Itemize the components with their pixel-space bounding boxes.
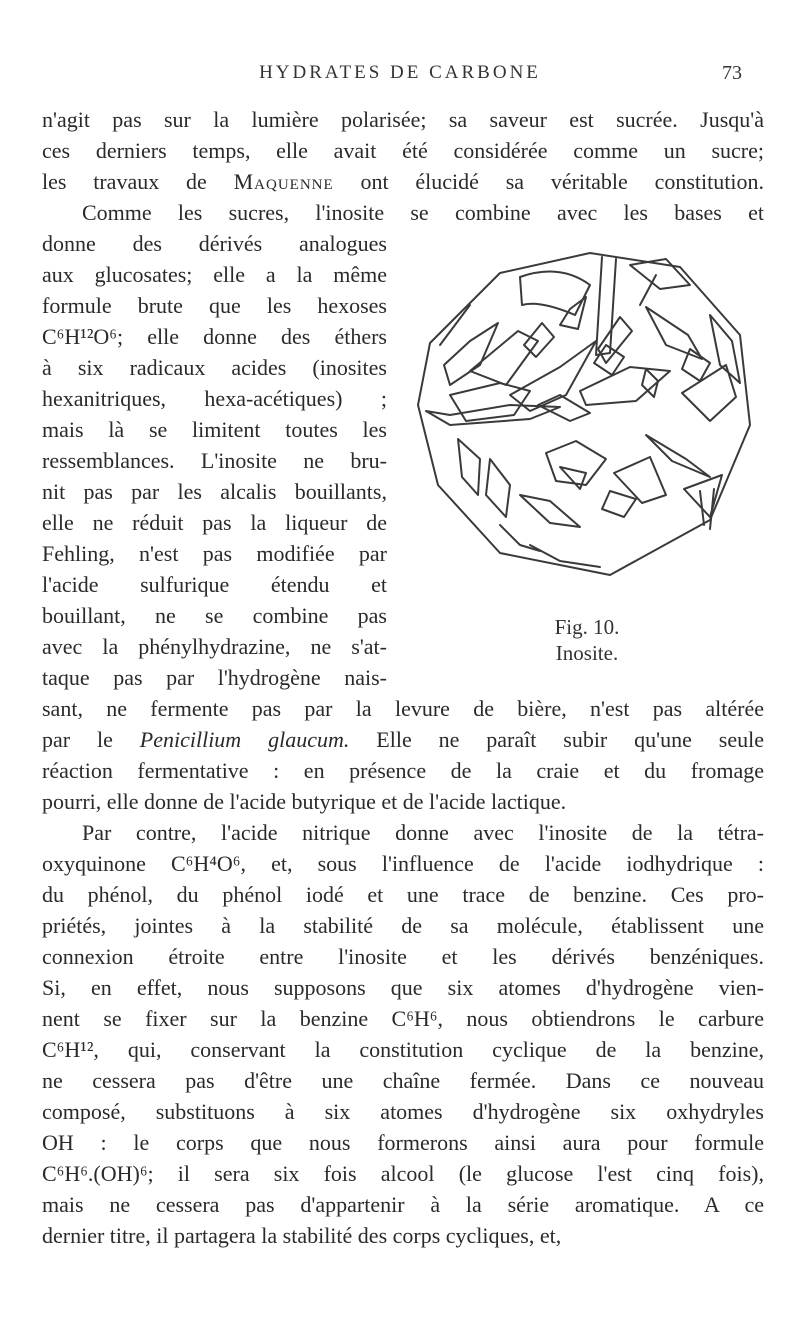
text-line: formule brute que les hexoses <box>42 293 387 318</box>
author-name: Maquenne <box>233 169 334 194</box>
figure-caption: Inosite. <box>555 641 619 665</box>
text-line: C⁶H⁶.(OH)⁶; il sera six fois alcool (le glucose l'est cinq fois), <box>42 1161 764 1186</box>
text-run: ont élucidé sa véritable constitution. <box>333 169 764 194</box>
page-header <box>0 56 800 96</box>
inosite-crystal-illustration <box>410 245 764 605</box>
text-line: à six radicaux acides (inosites <box>42 355 387 380</box>
text-line: ces derniers temps, elle avait été considérée comme un sucre; <box>42 138 764 163</box>
page-number: 73 <box>722 62 742 84</box>
text-line: Comme les sucres, l'inosite se combine avec les bases et <box>82 200 764 225</box>
text-line: Fehling, n'est pas modifiée par <box>42 541 387 566</box>
text-line: n'agit pas sur la lumière polarisée; sa saveur est sucrée. Jusqu'à <box>42 107 764 132</box>
text-line: C⁶H¹², qui, conservant la constitution cyclique de la benzine, <box>42 1037 764 1062</box>
text-line: mais là se limitent toutes les <box>42 417 387 442</box>
text-line: ne cessera pas d'être une chaîne fermée. Dans ce nouveau <box>42 1068 764 1093</box>
text-line: avec la phénylhydrazine, ne s'at- <box>42 634 387 659</box>
text-line: dernier titre, il partagera la stabilité des corps cycliques, et, <box>42 1223 562 1248</box>
text-line: nent se fixer sur la benzine C⁶H⁶, nous obtiendrons le carbure <box>42 1006 764 1031</box>
text-line: Si, en effet, nous supposons que six atomes d'hydrogène vien- <box>42 975 764 1000</box>
text-line: du phénol, du phénol iodé et une trace de benzine. Ces pro- <box>42 882 764 907</box>
figure-inosite <box>410 245 764 665</box>
text-line: nit pas par les alcalis bouillants, <box>42 479 387 504</box>
text-line: aux glucosates; elle a la même <box>42 262 387 287</box>
text-line: composé, substituons à six atomes d'hydrogène six oxhydryles <box>42 1099 764 1124</box>
text-line: réaction fermentative : en présence de la craie et du fromage <box>42 758 764 783</box>
text-line: connexion étroite entre l'inosite et les dérivés benzéniques. <box>42 944 764 969</box>
text-line: priétés, jointes à la stabilité de sa molécule, établissent une <box>42 913 764 938</box>
text-line: bouillant, ne se combine pas <box>42 603 387 628</box>
text-line: OH : le corps que nous formerons ainsi aura pour formule <box>42 1130 764 1155</box>
text-line: l'acide sulfurique étendu et <box>42 572 387 597</box>
text-line: mais ne cessera pas d'appartenir à la série aromatique. A ce <box>42 1192 764 1217</box>
text-line: C⁶H¹²O⁶; elle donne des éthers <box>42 324 387 349</box>
text-line <box>42 166 764 197</box>
text-line: pourri, elle donne de l'acide butyrique et de l'acide lactique. <box>42 789 567 814</box>
text-line: donne des dérivés analogues <box>42 231 387 256</box>
text-line: hexanitriques, hexa-acétiques) ; <box>42 386 387 411</box>
text-line: taque pas par l'hydrogène nais- <box>42 665 387 690</box>
text-run: par le <box>42 727 140 752</box>
text-run: Elle ne paraît subir qu'une seule <box>349 727 764 752</box>
species-name: Penicillium glaucum. <box>139 727 350 752</box>
text-line <box>42 724 764 755</box>
text-line: Par contre, l'acide nitrique donne avec l'inosite de la tétra- <box>82 820 764 845</box>
figure-label: Fig. 10. <box>554 615 620 639</box>
text-line: oxyquinone C⁶H⁴O⁶, et, sous l'influence de l'acide iodhydrique : <box>42 851 764 876</box>
text-line: elle ne réduit pas la liqueur de <box>42 510 387 535</box>
text-run: les travaux de <box>42 169 234 194</box>
text-line: sant, ne fermente pas par la levure de bière, n'est pas altérée <box>42 696 764 721</box>
text-line: ressemblances. L'inosite ne bru- <box>42 448 387 473</box>
running-head: HYDRATES DE CARBONE <box>259 62 541 83</box>
